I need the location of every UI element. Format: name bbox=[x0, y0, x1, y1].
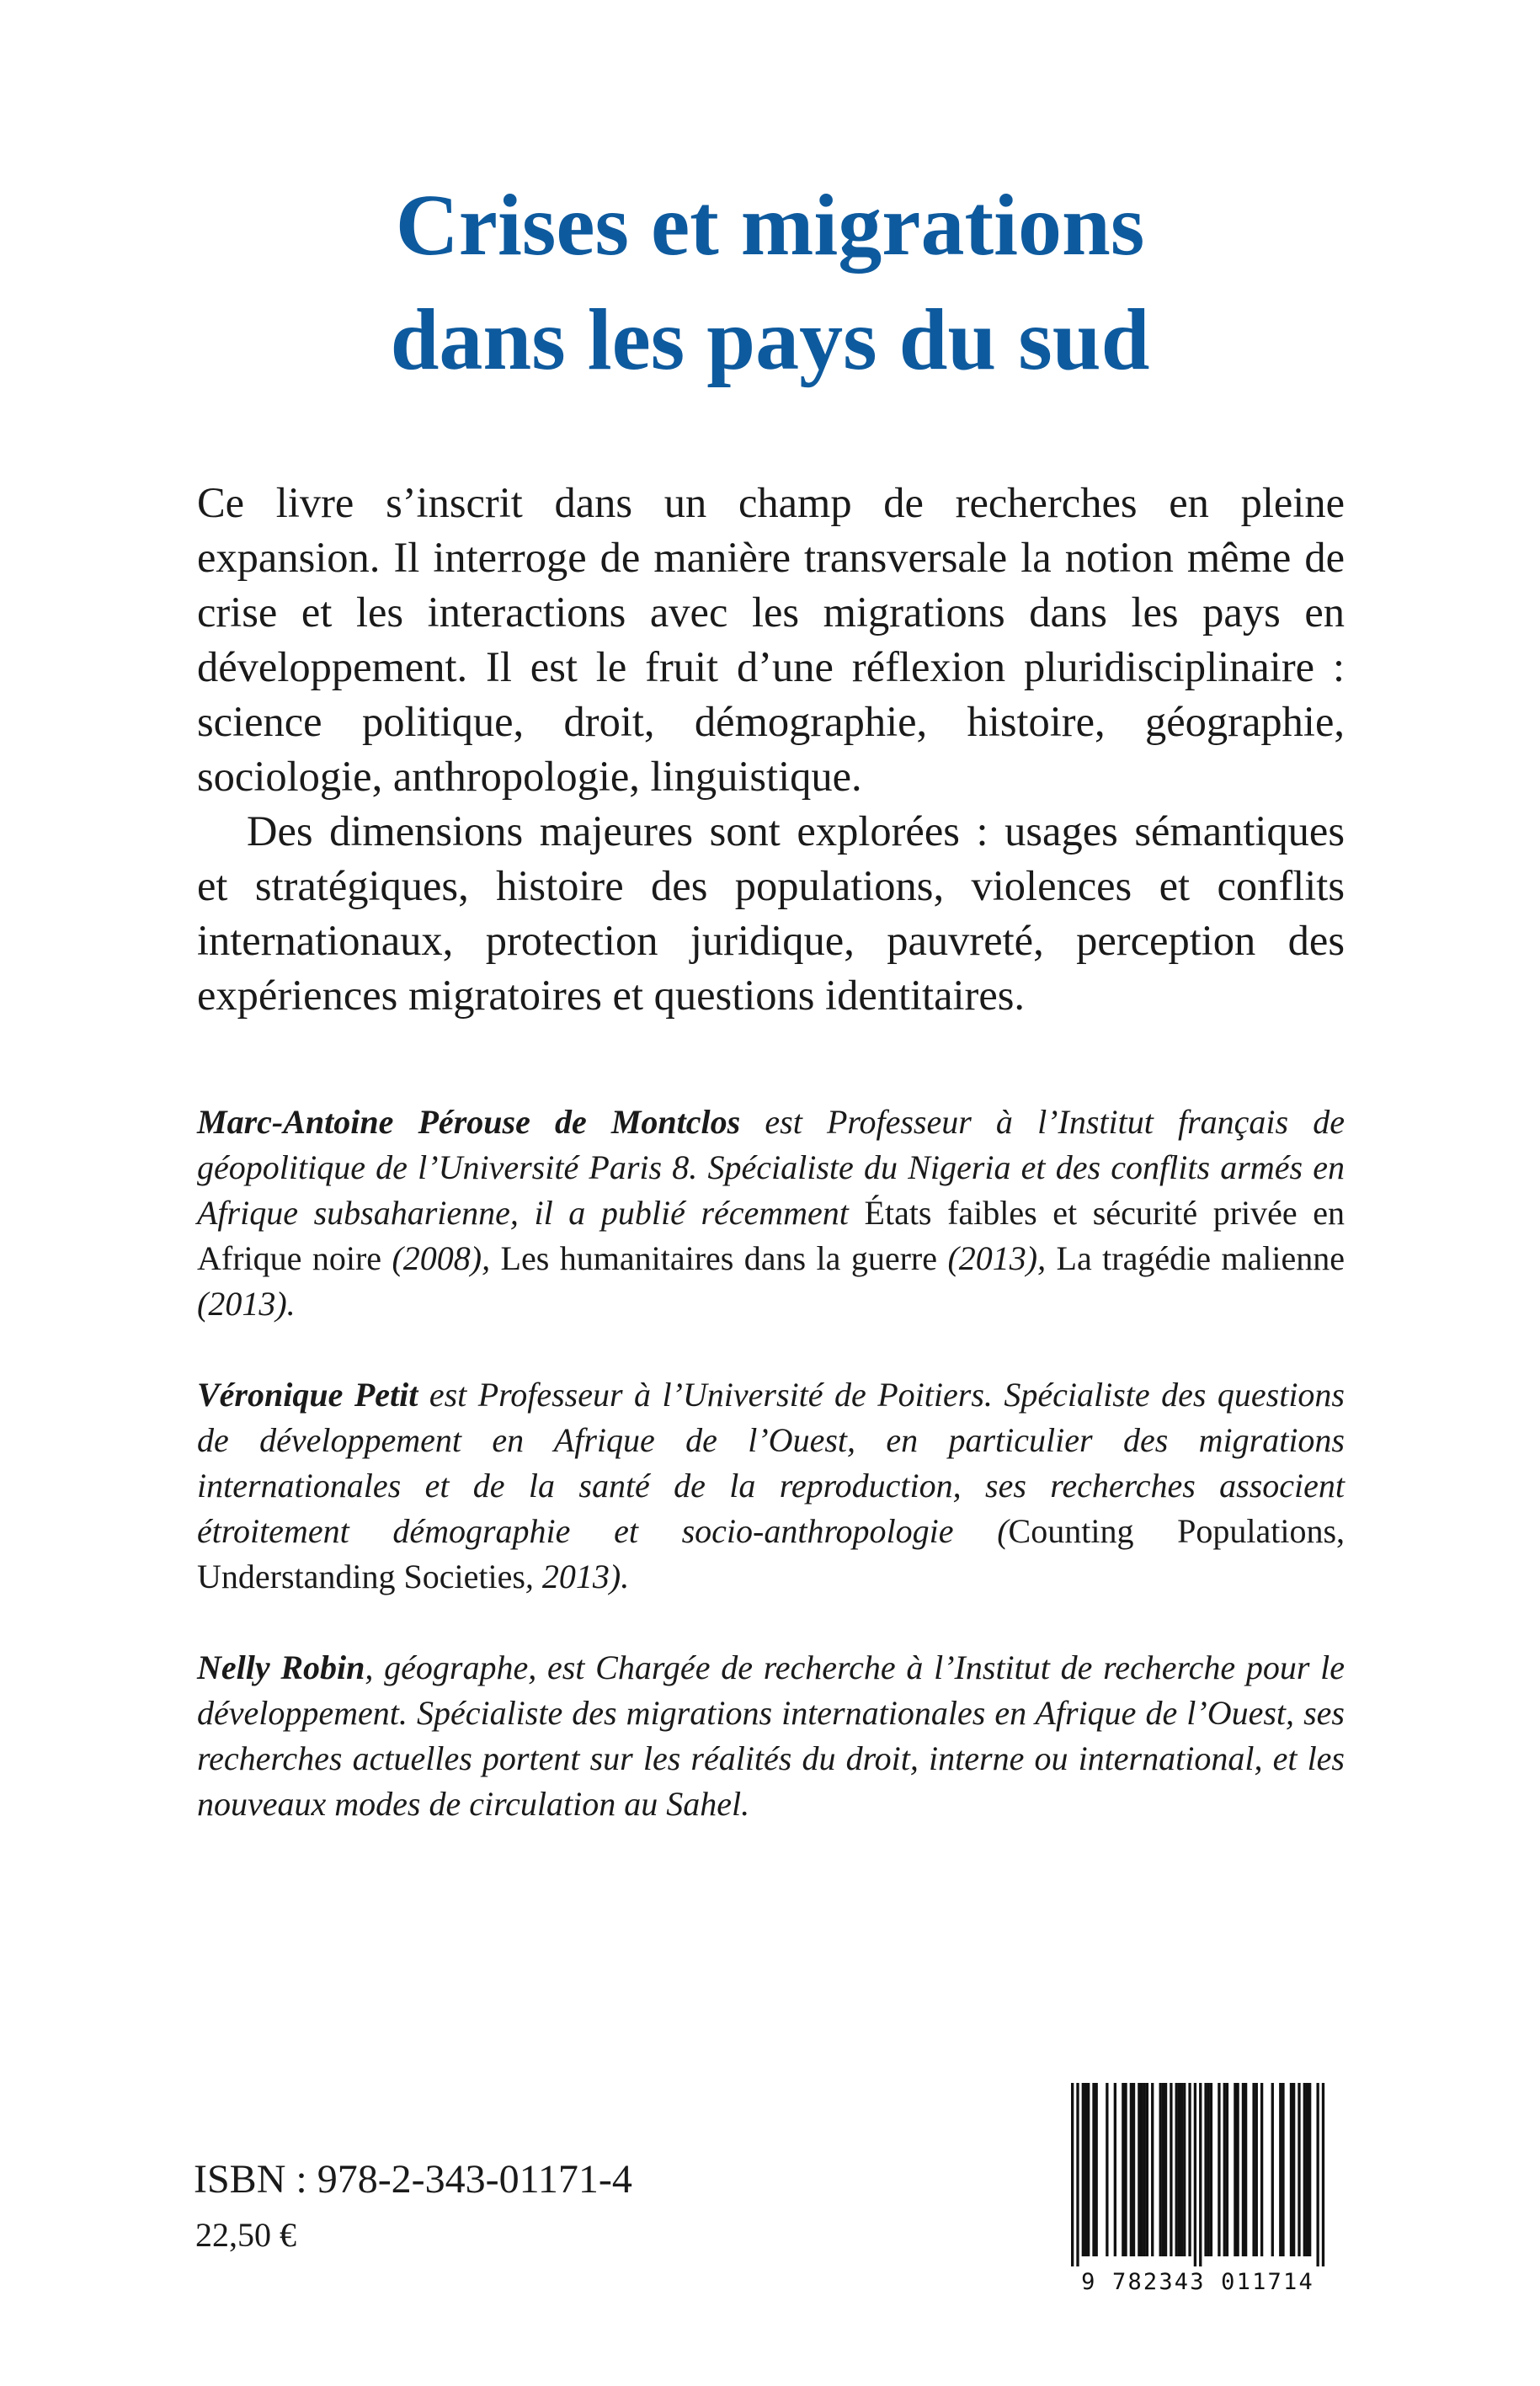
barcode-bar bbox=[1316, 2083, 1319, 2266]
barcode-bar bbox=[1095, 2083, 1098, 2256]
barcode-bar bbox=[1114, 2083, 1116, 2256]
barcode-bar bbox=[1226, 2083, 1228, 2256]
barcode-bar bbox=[1204, 2083, 1207, 2256]
barcode-bar bbox=[1170, 2083, 1172, 2256]
barcode-bar bbox=[1183, 2083, 1186, 2256]
book-title-ref: Counting Populations, Understanding Societies bbox=[197, 1512, 1346, 1595]
bio-text: est Professeur à l’Institut français de géopolitique de l’Université Paris 8. Spécialiste du Nigeria et des conflits armés en Afrique subsaharienne, il a publié récemment bbox=[197, 1103, 1345, 1232]
barcode-bar bbox=[1076, 2083, 1079, 2266]
barcode-bar bbox=[1092, 2083, 1095, 2256]
isbn-label: ISBN : 978-2-343-01171-4 bbox=[194, 2157, 632, 2202]
barcode-bar bbox=[1207, 2083, 1210, 2256]
barcode-bar bbox=[1271, 2083, 1274, 2256]
barcode-bar bbox=[1106, 2083, 1108, 2256]
barcode-bar bbox=[1140, 2083, 1143, 2256]
bio-petit bbox=[197, 1372, 1345, 1600]
ean13-barcode-icon bbox=[1059, 2083, 1336, 2295]
barcode-bar bbox=[1164, 2083, 1167, 2256]
barcode-bar bbox=[1087, 2083, 1090, 2256]
barcode-bar bbox=[1218, 2083, 1220, 2256]
bio-text: , géographe, est Chargée de recherche à l’Institut de recherche pour le développement. Spécialiste des migrations internationales en Afrique de l’Ouest, ses recherches actuelles portent sur les réalités du droit, interne ou international, et les nouveaux modes de circulation au Sahel. bbox=[197, 1648, 1346, 1823]
barcode-bar bbox=[1223, 2083, 1226, 2256]
price-label: 22,50 € bbox=[195, 2216, 296, 2254]
barcode-bar bbox=[1306, 2083, 1308, 2256]
barcode-bar bbox=[1122, 2083, 1124, 2256]
barcode-digits: 9 782343 011714 bbox=[1081, 2269, 1314, 2295]
author-name: Marc-Antoine Pérouse de Montclos bbox=[197, 1103, 741, 1141]
title-line-2: dans les pays du sud bbox=[390, 291, 1150, 388]
barcode-bar bbox=[1175, 2083, 1178, 2256]
barcode-bar bbox=[1308, 2083, 1311, 2256]
barcode-bar bbox=[1178, 2083, 1180, 2256]
barcode-bar bbox=[1255, 2083, 1258, 2256]
barcode-bar bbox=[1292, 2083, 1295, 2256]
book-title bbox=[0, 168, 1540, 397]
barcode-bar bbox=[1244, 2083, 1247, 2256]
barcode-bar bbox=[1199, 2083, 1202, 2266]
barcode-bar bbox=[1236, 2083, 1239, 2256]
barcode-bar bbox=[1194, 2083, 1196, 2266]
barcode-bar bbox=[1151, 2083, 1154, 2256]
barcode-bar bbox=[1084, 2083, 1087, 2256]
bio-robin bbox=[197, 1645, 1345, 1827]
barcode-bar bbox=[1130, 2083, 1132, 2256]
barcode-bar bbox=[1260, 2083, 1263, 2256]
book-title-ref: La tragédie malienne bbox=[1056, 1239, 1345, 1277]
barcode-bar bbox=[1252, 2083, 1255, 2256]
book-title-ref: États faibles et sécurité privée en Afrique noire bbox=[197, 1194, 1345, 1277]
barcode-bar bbox=[1303, 2083, 1306, 2256]
author-bios bbox=[197, 1100, 1345, 1872]
barcode-bar bbox=[1210, 2083, 1212, 2256]
barcode-bar bbox=[1282, 2083, 1284, 2256]
barcode-bar bbox=[1143, 2083, 1146, 2256]
title-line-1: Crises et migrations bbox=[395, 177, 1145, 274]
bio-year: (2008), bbox=[381, 1239, 501, 1277]
barcode-bar bbox=[1138, 2083, 1140, 2256]
barcode-bar bbox=[1082, 2083, 1084, 2256]
barcode-bar bbox=[1132, 2083, 1135, 2256]
book-title-ref: Les humanitaires dans la guerre bbox=[500, 1239, 937, 1277]
summary-paragraph-1: Ce livre s’inscrit dans un champ de recherches en pleine expansion. Il interroge de manière transversale la notion même de crise et les interactions avec les migrations dans les pays en développement. Il est le fruit d’une réflexion pluridisciplinaire : science politique, droit, démographie, histoire, géographie, sociologie, anthropologie, linguistique. bbox=[197, 479, 1345, 800]
bio-year: (2013). bbox=[197, 1285, 296, 1323]
barcode-bar bbox=[1234, 2083, 1236, 2256]
barcode-bar bbox=[1279, 2083, 1282, 2256]
barcode-bars bbox=[1059, 2083, 1336, 2266]
author-name: Véronique Petit bbox=[197, 1376, 418, 1414]
barcode-bar bbox=[1290, 2083, 1292, 2256]
barcode-bar bbox=[1180, 2083, 1183, 2256]
barcode-bar bbox=[1242, 2083, 1244, 2256]
barcode-bar bbox=[1322, 2083, 1324, 2266]
barcode-bar bbox=[1188, 2083, 1191, 2256]
author-name: Nelly Robin bbox=[197, 1648, 365, 1686]
bio-montclos bbox=[197, 1100, 1345, 1327]
barcode-bar bbox=[1124, 2083, 1127, 2256]
barcode-bar bbox=[1071, 2083, 1074, 2266]
barcode-bar bbox=[1146, 2083, 1148, 2256]
bio-year: (2013), bbox=[937, 1239, 1057, 1277]
summary-paragraph-2: Des dimensions majeures sont explorées : usages sémantiques et stratégiques, histoire des populations, violences et conflits internationaux, protection juridique, pauvreté, perception des expériences migratoires et questions identitaires. bbox=[197, 807, 1345, 1019]
bio-year: , 2013). bbox=[525, 1558, 630, 1595]
barcode-bar bbox=[1159, 2083, 1162, 2256]
barcode-bar bbox=[1298, 2083, 1300, 2256]
barcode-bar bbox=[1162, 2083, 1164, 2256]
book-summary bbox=[197, 476, 1345, 1023]
bio-text: est Professeur à l’Université de Poitiers. Spécialiste des questions de développement en Afrique de l’Ouest, en particulier des migrations internationales et de la santé de la reproduction, ses recherches associent étroitement démographie et socio-anthropologie ( bbox=[197, 1376, 1346, 1550]
